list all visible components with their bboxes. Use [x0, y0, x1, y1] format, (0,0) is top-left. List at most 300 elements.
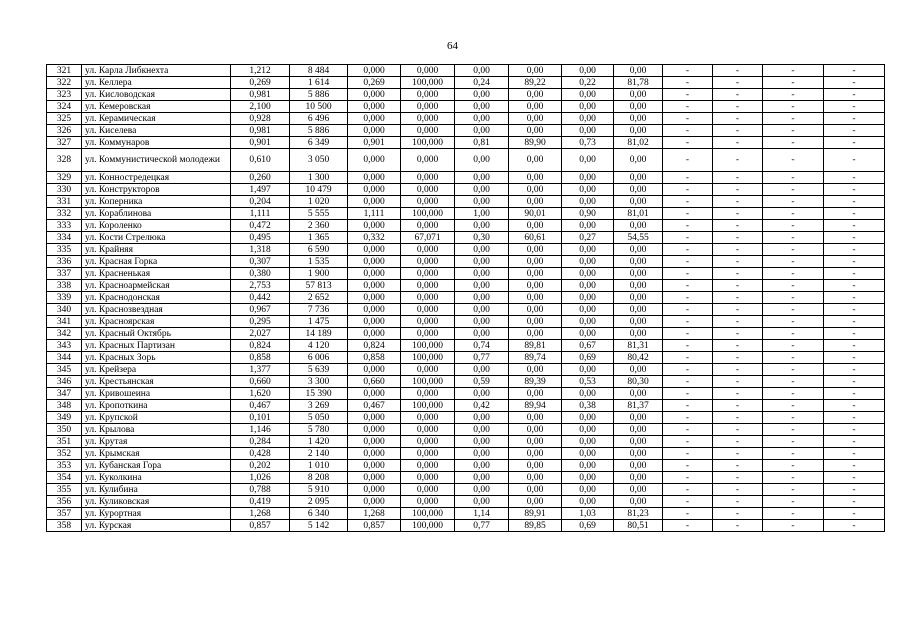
- cell-col-3: 0,901: [231, 137, 290, 149]
- cell-col-13: -: [763, 304, 824, 316]
- cell-col-10: 81,31: [614, 340, 663, 352]
- cell-col-11: -: [663, 484, 713, 496]
- cell-col-13: -: [763, 149, 824, 172]
- cell-col-12: -: [713, 400, 763, 412]
- cell-col-12: -: [713, 472, 763, 484]
- cell-col-3: 1,111: [231, 208, 290, 220]
- cell-street-name: ул. Курортная: [82, 508, 231, 520]
- cell-col-6: 67,071: [401, 232, 455, 244]
- cell-row-number: 352: [47, 448, 82, 460]
- cell-street-name: ул. Кубанская Гора: [82, 460, 231, 472]
- cell-col-3: 0,472: [231, 220, 290, 232]
- cell-col-14: -: [824, 77, 885, 89]
- cell-col-3: 0,981: [231, 125, 290, 137]
- cell-col-9: 0,00: [562, 172, 614, 184]
- cell-col-13: -: [763, 412, 824, 424]
- cell-col-3: 0,307: [231, 256, 290, 268]
- cell-col-14: -: [824, 328, 885, 340]
- cell-street-name: ул. Крейзера: [82, 364, 231, 376]
- cell-col-10: 0,00: [614, 149, 663, 172]
- cell-col-3: 0,202: [231, 460, 290, 472]
- cell-col-6: 0,000: [401, 496, 455, 508]
- table-row: [47, 520, 885, 532]
- cell-col-3: 0,857: [231, 520, 290, 532]
- cell-col-3: 1,268: [231, 508, 290, 520]
- cell-street-name: ул. Красный Октябрь: [82, 328, 231, 340]
- cell-col-10: 0,00: [614, 448, 663, 460]
- cell-col-14: -: [824, 400, 885, 412]
- cell-col-12: -: [713, 280, 763, 292]
- table-row: [47, 232, 885, 244]
- cell-col-8: 0,00: [509, 244, 562, 256]
- cell-col-11: -: [663, 137, 713, 149]
- cell-row-number: 324: [47, 101, 82, 113]
- cell-col-11: -: [663, 280, 713, 292]
- cell-col-4: 5 886: [290, 125, 348, 137]
- cell-col-13: -: [763, 77, 824, 89]
- cell-col-14: -: [824, 460, 885, 472]
- cell-col-7: 0,00: [455, 101, 509, 113]
- cell-col-8: 0,00: [509, 89, 562, 101]
- cell-col-14: -: [824, 220, 885, 232]
- cell-col-8: 0,00: [509, 65, 562, 77]
- cell-col-11: -: [663, 292, 713, 304]
- cell-col-13: -: [763, 400, 824, 412]
- cell-col-9: 0,00: [562, 113, 614, 125]
- cell-col-6: 0,000: [401, 436, 455, 448]
- cell-col-12: -: [713, 232, 763, 244]
- table-row: [47, 125, 885, 137]
- cell-col-11: -: [663, 472, 713, 484]
- table-row: [47, 137, 885, 149]
- cell-col-9: 0,38: [562, 400, 614, 412]
- cell-col-4: 2 140: [290, 448, 348, 460]
- cell-col-11: -: [663, 496, 713, 508]
- cell-col-4: 1 365: [290, 232, 348, 244]
- cell-col-12: -: [713, 149, 763, 172]
- cell-col-12: -: [713, 508, 763, 520]
- cell-street-name: ул. Кораблинова: [82, 208, 231, 220]
- cell-col-5: 0,000: [348, 113, 401, 125]
- cell-col-6: 0,000: [401, 89, 455, 101]
- table-row: [47, 316, 885, 328]
- table-row: [47, 292, 885, 304]
- cell-col-4: 6 349: [290, 137, 348, 149]
- table-row: [47, 196, 885, 208]
- cell-row-number: 339: [47, 292, 82, 304]
- cell-col-13: -: [763, 256, 824, 268]
- cell-col-10: 81,23: [614, 508, 663, 520]
- cell-col-5: 0,000: [348, 484, 401, 496]
- cell-col-4: 1 020: [290, 196, 348, 208]
- table-row: [47, 352, 885, 364]
- cell-col-10: 0,00: [614, 412, 663, 424]
- cell-col-10: 0,00: [614, 472, 663, 484]
- cell-col-10: 0,00: [614, 196, 663, 208]
- cell-col-5: 0,000: [348, 172, 401, 184]
- cell-col-9: 0,00: [562, 460, 614, 472]
- cell-col-8: 0,00: [509, 280, 562, 292]
- cell-col-13: -: [763, 268, 824, 280]
- cell-row-number: 329: [47, 172, 82, 184]
- cell-col-5: 0,000: [348, 304, 401, 316]
- cell-col-13: -: [763, 388, 824, 400]
- cell-col-14: -: [824, 184, 885, 196]
- cell-street-name: ул. Кропоткина: [82, 400, 231, 412]
- cell-street-name: ул. Крылова: [82, 424, 231, 436]
- cell-col-8: 89,90: [509, 137, 562, 149]
- cell-col-12: -: [713, 220, 763, 232]
- cell-col-3: 0,495: [231, 232, 290, 244]
- cell-col-13: -: [763, 220, 824, 232]
- cell-col-8: 0,00: [509, 220, 562, 232]
- table-row: [47, 101, 885, 113]
- cell-col-10: 0,00: [614, 113, 663, 125]
- cell-col-5: 0,000: [348, 268, 401, 280]
- cell-col-7: 0,00: [455, 460, 509, 472]
- cell-col-5: 0,332: [348, 232, 401, 244]
- cell-col-11: -: [663, 460, 713, 472]
- cell-col-12: -: [713, 65, 763, 77]
- cell-col-9: 0,00: [562, 280, 614, 292]
- cell-col-14: -: [824, 280, 885, 292]
- cell-col-3: 2,753: [231, 280, 290, 292]
- table-row: [47, 113, 885, 125]
- cell-col-6: 0,000: [401, 65, 455, 77]
- cell-col-13: -: [763, 376, 824, 388]
- cell-col-3: 0,269: [231, 77, 290, 89]
- cell-col-10: 0,00: [614, 280, 663, 292]
- cell-col-9: 0,00: [562, 436, 614, 448]
- cell-col-10: 0,00: [614, 316, 663, 328]
- cell-col-12: -: [713, 208, 763, 220]
- cell-col-12: -: [713, 328, 763, 340]
- cell-col-9: 0,00: [562, 388, 614, 400]
- cell-col-5: 0,269: [348, 77, 401, 89]
- cell-col-13: -: [763, 520, 824, 532]
- cell-col-14: -: [824, 232, 885, 244]
- cell-col-5: 0,000: [348, 184, 401, 196]
- cell-col-6: 100,000: [401, 352, 455, 364]
- cell-col-13: -: [763, 89, 824, 101]
- cell-col-4: 8 208: [290, 472, 348, 484]
- table-row: [47, 436, 885, 448]
- cell-col-8: 0,00: [509, 125, 562, 137]
- cell-col-7: 0,00: [455, 256, 509, 268]
- cell-street-name: ул. Коммунистической молодежи: [82, 149, 231, 172]
- cell-col-11: -: [663, 340, 713, 352]
- cell-col-5: 0,000: [348, 220, 401, 232]
- cell-col-8: 89,81: [509, 340, 562, 352]
- cell-street-name: ул. Карла Либкнехта: [82, 65, 231, 77]
- cell-col-10: 0,00: [614, 65, 663, 77]
- cell-col-9: 0,22: [562, 77, 614, 89]
- cell-col-11: -: [663, 113, 713, 125]
- cell-col-10: 0,00: [614, 484, 663, 496]
- cell-col-6: 100,000: [401, 508, 455, 520]
- cell-street-name: ул. Красноармейская: [82, 280, 231, 292]
- cell-col-12: -: [713, 172, 763, 184]
- cell-col-4: 2 360: [290, 220, 348, 232]
- cell-row-number: 323: [47, 89, 82, 101]
- cell-col-4: 5 886: [290, 89, 348, 101]
- cell-col-7: 0,24: [455, 77, 509, 89]
- cell-col-3: 0,260: [231, 172, 290, 184]
- cell-col-11: -: [663, 376, 713, 388]
- cell-col-11: -: [663, 65, 713, 77]
- cell-street-name: ул. Краснозвездная: [82, 304, 231, 316]
- cell-col-8: 0,00: [509, 268, 562, 280]
- cell-col-14: -: [824, 304, 885, 316]
- cell-col-13: -: [763, 280, 824, 292]
- cell-col-13: -: [763, 244, 824, 256]
- cell-col-7: 0,59: [455, 376, 509, 388]
- cell-col-3: 0,380: [231, 268, 290, 280]
- cell-col-13: -: [763, 208, 824, 220]
- cell-col-13: -: [763, 436, 824, 448]
- cell-col-5: 0,000: [348, 65, 401, 77]
- cell-col-13: -: [763, 328, 824, 340]
- cell-row-number: 356: [47, 496, 82, 508]
- cell-col-10: 0,00: [614, 292, 663, 304]
- cell-col-14: -: [824, 113, 885, 125]
- cell-row-number: 349: [47, 412, 82, 424]
- cell-col-4: 6 340: [290, 508, 348, 520]
- cell-street-name: ул. Короленко: [82, 220, 231, 232]
- cell-col-7: 0,81: [455, 137, 509, 149]
- cell-col-4: 5 050: [290, 412, 348, 424]
- table-row: [47, 328, 885, 340]
- table-row: [47, 376, 885, 388]
- cell-col-14: -: [824, 448, 885, 460]
- cell-col-14: -: [824, 472, 885, 484]
- table-row: [47, 184, 885, 196]
- cell-col-9: 0,00: [562, 89, 614, 101]
- cell-col-6: 100,000: [401, 208, 455, 220]
- cell-col-4: 5 142: [290, 520, 348, 532]
- cell-col-14: -: [824, 388, 885, 400]
- cell-col-13: -: [763, 101, 824, 113]
- cell-col-3: 0,467: [231, 400, 290, 412]
- cell-col-8: 89,22: [509, 77, 562, 89]
- table-row: [47, 149, 885, 172]
- cell-col-11: -: [663, 89, 713, 101]
- cell-col-9: 0,00: [562, 220, 614, 232]
- cell-col-10: 80,51: [614, 520, 663, 532]
- cell-col-8: 89,85: [509, 520, 562, 532]
- cell-street-name: ул. Крымская: [82, 448, 231, 460]
- table-row: [47, 412, 885, 424]
- cell-col-5: 0,000: [348, 244, 401, 256]
- table-row: [47, 472, 885, 484]
- cell-col-5: 1,268: [348, 508, 401, 520]
- cell-row-number: 322: [47, 77, 82, 89]
- cell-col-8: 0,00: [509, 196, 562, 208]
- cell-col-9: 0,00: [562, 256, 614, 268]
- cell-col-3: 0,967: [231, 304, 290, 316]
- table-row: [47, 460, 885, 472]
- table-row: [47, 244, 885, 256]
- cell-col-12: -: [713, 137, 763, 149]
- cell-col-10: 0,00: [614, 125, 663, 137]
- cell-col-6: 100,000: [401, 520, 455, 532]
- cell-col-7: 0,00: [455, 89, 509, 101]
- table-row: [47, 77, 885, 89]
- cell-col-7: 0,30: [455, 232, 509, 244]
- table-row: [47, 484, 885, 496]
- cell-col-9: 0,73: [562, 137, 614, 149]
- cell-street-name: ул. Красных Партизан: [82, 340, 231, 352]
- cell-col-13: -: [763, 472, 824, 484]
- cell-col-9: 0,00: [562, 448, 614, 460]
- cell-col-13: -: [763, 172, 824, 184]
- cell-col-9: 0,00: [562, 244, 614, 256]
- cell-col-3: 0,428: [231, 448, 290, 460]
- cell-col-4: 2 652: [290, 292, 348, 304]
- cell-col-3: 0,295: [231, 316, 290, 328]
- cell-col-5: 0,858: [348, 352, 401, 364]
- cell-col-13: -: [763, 364, 824, 376]
- cell-street-name: ул. Красных Зорь: [82, 352, 231, 364]
- cell-col-4: 5 555: [290, 208, 348, 220]
- cell-row-number: 350: [47, 424, 82, 436]
- cell-col-10: 0,00: [614, 388, 663, 400]
- cell-col-9: 0,00: [562, 196, 614, 208]
- cell-street-name: ул. Куликовская: [82, 496, 231, 508]
- cell-col-12: -: [713, 77, 763, 89]
- cell-col-12: -: [713, 448, 763, 460]
- cell-street-name: ул. Келлера: [82, 77, 231, 89]
- cell-col-5: 0,824: [348, 340, 401, 352]
- cell-col-3: 2,100: [231, 101, 290, 113]
- cell-col-4: 1 010: [290, 460, 348, 472]
- cell-street-name: ул. Кемеровская: [82, 101, 231, 113]
- cell-col-7: 0,74: [455, 340, 509, 352]
- cell-col-9: 0,00: [562, 292, 614, 304]
- table-row: [47, 496, 885, 508]
- cell-col-10: 81,02: [614, 137, 663, 149]
- cell-row-number: 341: [47, 316, 82, 328]
- table-row: [47, 400, 885, 412]
- cell-col-9: 0,00: [562, 149, 614, 172]
- cell-col-7: 0,00: [455, 364, 509, 376]
- cell-col-4: 8 484: [290, 65, 348, 77]
- cell-street-name: ул. Кости Стрелюка: [82, 232, 231, 244]
- cell-col-12: -: [713, 520, 763, 532]
- cell-col-12: -: [713, 388, 763, 400]
- cell-col-4: 10 479: [290, 184, 348, 196]
- cell-col-6: 0,000: [401, 172, 455, 184]
- cell-col-11: -: [663, 101, 713, 113]
- cell-col-3: 0,204: [231, 196, 290, 208]
- cell-col-7: 0,00: [455, 125, 509, 137]
- cell-col-10: 81,37: [614, 400, 663, 412]
- cell-col-4: 10 500: [290, 101, 348, 113]
- cell-col-7: 0,00: [455, 172, 509, 184]
- cell-col-9: 0,00: [562, 101, 614, 113]
- cell-col-5: 0,000: [348, 125, 401, 137]
- cell-col-14: -: [824, 137, 885, 149]
- cell-col-14: -: [824, 65, 885, 77]
- cell-col-5: 0,000: [348, 316, 401, 328]
- cell-col-6: 0,000: [401, 448, 455, 460]
- cell-col-8: 0,00: [509, 184, 562, 196]
- cell-col-9: 0,00: [562, 184, 614, 196]
- cell-col-9: 0,00: [562, 412, 614, 424]
- cell-col-3: 0,284: [231, 436, 290, 448]
- cell-col-12: -: [713, 89, 763, 101]
- cell-col-7: 0,00: [455, 280, 509, 292]
- cell-street-name: ул. Конструкторов: [82, 184, 231, 196]
- cell-street-name: ул. Кулибина: [82, 484, 231, 496]
- cell-street-name: ул. Киселева: [82, 125, 231, 137]
- cell-col-12: -: [713, 424, 763, 436]
- cell-col-9: 0,67: [562, 340, 614, 352]
- cell-col-14: -: [824, 208, 885, 220]
- cell-col-12: -: [713, 364, 763, 376]
- cell-col-11: -: [663, 316, 713, 328]
- cell-row-number: 337: [47, 268, 82, 280]
- cell-col-14: -: [824, 316, 885, 328]
- cell-col-7: 0,77: [455, 520, 509, 532]
- cell-col-10: 54,55: [614, 232, 663, 244]
- cell-col-13: -: [763, 196, 824, 208]
- cell-col-10: 0,00: [614, 460, 663, 472]
- cell-col-10: 0,00: [614, 364, 663, 376]
- cell-col-8: 0,00: [509, 424, 562, 436]
- cell-row-number: 338: [47, 280, 82, 292]
- cell-col-7: 0,00: [455, 448, 509, 460]
- cell-col-7: 0,00: [455, 388, 509, 400]
- cell-col-8: 0,00: [509, 388, 562, 400]
- cell-col-6: 0,000: [401, 412, 455, 424]
- table-row: [47, 280, 885, 292]
- table-row: [47, 448, 885, 460]
- table-row: [47, 256, 885, 268]
- table-row: [47, 424, 885, 436]
- cell-col-3: 2,027: [231, 328, 290, 340]
- cell-col-10: 0,00: [614, 304, 663, 316]
- cell-col-11: -: [663, 412, 713, 424]
- cell-col-14: -: [824, 520, 885, 532]
- cell-col-5: 0,000: [348, 280, 401, 292]
- cell-col-14: -: [824, 149, 885, 172]
- cell-col-13: -: [763, 292, 824, 304]
- cell-col-14: -: [824, 292, 885, 304]
- table-row: [47, 89, 885, 101]
- cell-row-number: 355: [47, 484, 82, 496]
- cell-col-9: 0,00: [562, 472, 614, 484]
- cell-col-12: -: [713, 113, 763, 125]
- cell-row-number: 321: [47, 65, 82, 77]
- cell-col-7: 1,14: [455, 508, 509, 520]
- table-row: [47, 208, 885, 220]
- table-row: [47, 65, 885, 77]
- cell-col-12: -: [713, 496, 763, 508]
- cell-col-10: 80,42: [614, 352, 663, 364]
- cell-col-11: -: [663, 220, 713, 232]
- cell-col-7: 0,00: [455, 65, 509, 77]
- cell-col-13: -: [763, 184, 824, 196]
- cell-col-5: 0,000: [348, 101, 401, 113]
- cell-col-3: 1,620: [231, 388, 290, 400]
- table-row: [47, 268, 885, 280]
- cell-col-11: -: [663, 184, 713, 196]
- cell-col-11: -: [663, 268, 713, 280]
- cell-col-8: 0,00: [509, 364, 562, 376]
- cell-col-7: 1,00: [455, 208, 509, 220]
- cell-col-12: -: [713, 125, 763, 137]
